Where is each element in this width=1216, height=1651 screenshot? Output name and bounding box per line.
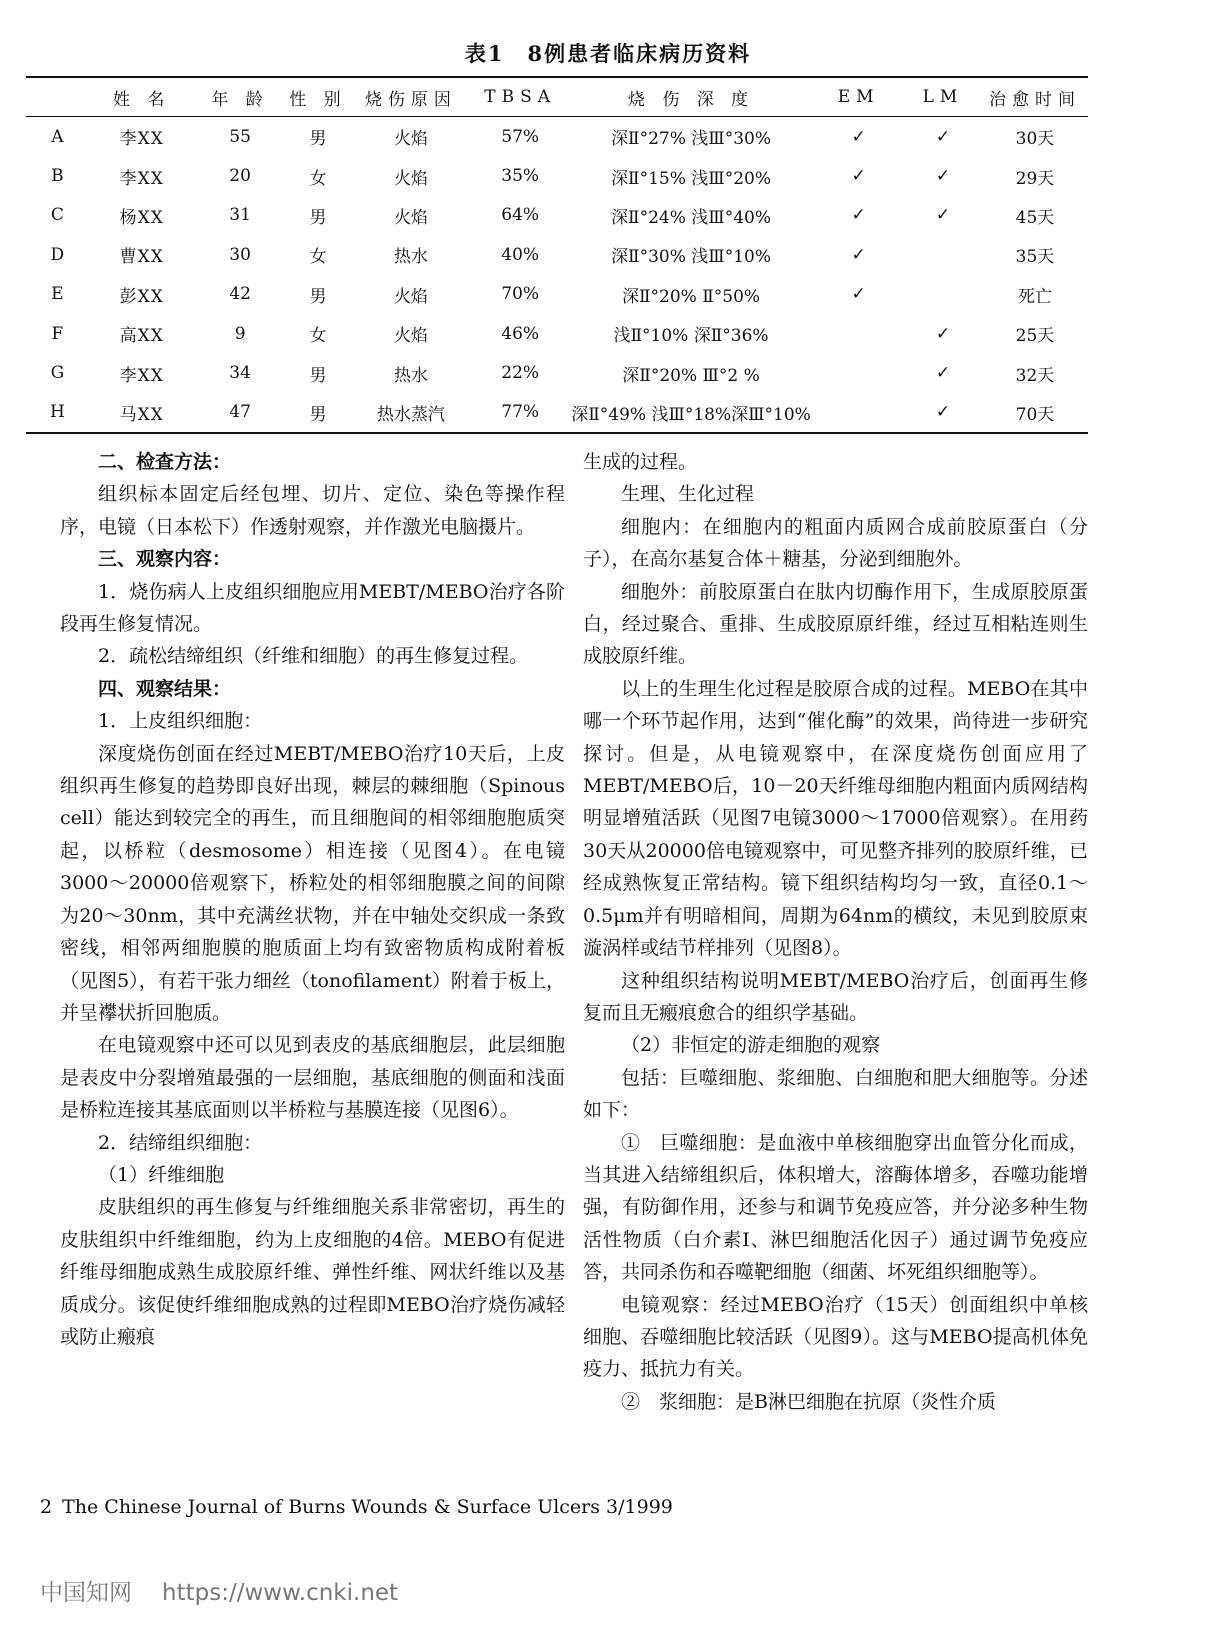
header-cell: EM bbox=[837, 87, 880, 107]
cell-depth: 深Ⅱ°20% Ⅱ°50% bbox=[621, 286, 761, 307]
table-row bbox=[26, 353, 1088, 392]
cell-cause: 热水 bbox=[393, 365, 428, 386]
header-cell: 烧 伤 深 度 bbox=[627, 89, 755, 110]
cell-lm bbox=[904, 235, 982, 274]
cell-lm: ✓ bbox=[935, 205, 951, 226]
cell-depth: 深Ⅱ°49% 浅Ⅲ°18%深Ⅲ°10% bbox=[571, 404, 811, 425]
cell-age: 31 bbox=[229, 205, 251, 226]
cell-id: H bbox=[49, 402, 65, 423]
paragraph: ① 巨噬细胞：是血液中单核细胞穿出血管分化而成，当其进入结缔组织后，体积增大，溶酶体增多，吞噬功能增强，有防御作用，还参与和调节免疫应答，并分泌多种生物活性物质（白介素Ⅰ、淋巴细胞活化因子）通过调节免疫应答，共同杀伤和吞噬靶细胞（细菌、坏死组织细胞等）。 bbox=[583, 1131, 1088, 1284]
cell-age: 55 bbox=[229, 126, 251, 147]
paragraph: 2．结缔组织细胞： bbox=[98, 1131, 263, 1154]
cell-time: 30天 bbox=[1015, 129, 1055, 150]
cell-cause: 火焰 bbox=[393, 326, 428, 347]
journal-name: The Chinese Journal of Burns Wounds & Surface Ulcers 3/1999 bbox=[62, 1496, 673, 1518]
cell-time: 45天 bbox=[1015, 207, 1055, 228]
cell-time: 29天 bbox=[1015, 168, 1055, 189]
table-row bbox=[26, 393, 1088, 433]
cell-age: 34 bbox=[229, 363, 251, 384]
header-cell: 烧伤原因 bbox=[364, 89, 457, 110]
header-cell: TBSA bbox=[484, 87, 557, 107]
paragraph: 细胞外：前胶原蛋白在肽内切酶作用下，生成原胶原蛋白，经过聚合、重排、生成胶原原纤维，经过互相粘连则生成胶原纤维。 bbox=[583, 580, 1088, 668]
cell-tbsa: 70% bbox=[501, 284, 540, 305]
cell-em: ✓ bbox=[851, 284, 866, 305]
cell-em bbox=[813, 353, 904, 392]
section-heading: 四、观察结果： bbox=[98, 677, 232, 700]
watermark-logo: 中国知网 bbox=[40, 1580, 132, 1606]
paragraph: 电镜观察：经过MEBO治疗（15天）创面组织中单核细胞、吞噬细胞比较活跃（见图9）。这与MEBO提高机体免疫力、抵抗力有关。 bbox=[583, 1293, 1088, 1381]
cell-lm: ✓ bbox=[935, 323, 951, 344]
header-cell bbox=[26, 77, 89, 117]
watermark-url: https://www.cnki.net bbox=[162, 1580, 399, 1606]
cell-depth: 深Ⅱ°20% Ⅲ°2 % bbox=[622, 365, 760, 386]
paragraph: 深度烧伤创面在经过MEBT/MEBO治疗10天后，上皮组织再生修复的趋势即良好出现，棘层的棘细胞（Spinous cell）能达到较完全的再生，而且细胞间的相邻细胞胞质突起，以桥粒（desmosome）相连接（见图4）。在电镜3000～20000倍观察下，桥粒处的相邻细胞膜之间的间隙为20～30nm，其中充满丝状物，并在中轴处交织成一条致密线，相邻两细胞膜的胞质面上均有致密物质构成附着板（见图5），有若干张力细丝（tonofilament）附着于板上，并呈襻状折回胞质。 bbox=[60, 742, 565, 1024]
cell-time: 70天 bbox=[1015, 404, 1055, 425]
cell-cause: 热水蒸汽 bbox=[376, 404, 445, 425]
cell-lm: ✓ bbox=[935, 126, 951, 147]
cell-tbsa: 22% bbox=[501, 363, 540, 384]
cell-cause: 火焰 bbox=[393, 129, 428, 150]
cell-name: 李XX bbox=[119, 168, 164, 189]
cell-depth: 深Ⅱ°24% 浅Ⅲ°40% bbox=[611, 207, 771, 228]
cell-lm bbox=[904, 275, 982, 314]
cell-depth: 浅Ⅱ°10% 深Ⅱ°36% bbox=[613, 326, 769, 347]
cell-tbsa: 57% bbox=[501, 126, 540, 147]
page-footer bbox=[40, 1496, 673, 1518]
header-cell: 性 别 bbox=[289, 89, 347, 110]
cell-em bbox=[813, 393, 904, 433]
table-header-row bbox=[26, 77, 1088, 117]
header-cell: 年 龄 bbox=[211, 89, 269, 110]
header-cell: 姓 名 bbox=[113, 89, 171, 110]
cell-time: 25天 bbox=[1015, 326, 1055, 347]
cell-id: C bbox=[50, 205, 64, 226]
cell-tbsa: 46% bbox=[501, 323, 540, 344]
cell-time: 死亡 bbox=[1017, 286, 1052, 307]
cell-em: ✓ bbox=[851, 205, 866, 226]
cell-sex: 女 bbox=[309, 168, 327, 189]
cell-name: 李XX bbox=[119, 365, 164, 386]
paragraph: 生理、生化过程 bbox=[621, 483, 755, 506]
cell-age: 20 bbox=[229, 166, 251, 187]
paragraph: 生成的过程。 bbox=[583, 451, 698, 473]
page-number: 2 bbox=[40, 1496, 53, 1518]
cell-age: 9 bbox=[234, 323, 246, 344]
header-cell: 治愈时间 bbox=[988, 89, 1081, 110]
cell-sex: 男 bbox=[309, 207, 327, 228]
cell-id: F bbox=[51, 323, 64, 344]
cell-id: D bbox=[50, 244, 65, 265]
cell-depth: 深Ⅱ°15% 浅Ⅲ°20% bbox=[611, 168, 771, 189]
cell-tbsa: 77% bbox=[501, 402, 540, 423]
cell-time: 35天 bbox=[1015, 247, 1055, 268]
section-heading: 二、检查方法： bbox=[98, 451, 232, 473]
paragraph: 包括：巨噬细胞、浆细胞、白细胞和肥大细胞等。分述如下： bbox=[583, 1066, 1088, 1122]
cell-age: 42 bbox=[229, 284, 251, 305]
cell-cause: 火焰 bbox=[393, 168, 428, 189]
cell-time: 32天 bbox=[1015, 365, 1055, 386]
cell-tbsa: 35% bbox=[501, 166, 540, 187]
paragraph: 这种组织结构说明MEBT/MEBO治疗后，创面再生修复而且无瘢痕愈合的组织学基础。 bbox=[583, 969, 1088, 1024]
cell-em: ✓ bbox=[851, 126, 866, 147]
table-row bbox=[26, 156, 1088, 195]
cell-age: 47 bbox=[229, 402, 251, 423]
section-heading: 三、观察内容： bbox=[98, 548, 232, 571]
table-body bbox=[26, 117, 1088, 434]
cell-tbsa: 40% bbox=[501, 244, 540, 265]
paragraph: 1．上皮组织细胞： bbox=[98, 710, 263, 733]
cell-name: 高XX bbox=[119, 326, 164, 347]
watermark bbox=[40, 1574, 398, 1607]
cell-id: B bbox=[51, 166, 64, 187]
cell-em: ✓ bbox=[851, 166, 866, 187]
cell-name: 李XX bbox=[119, 129, 164, 150]
table-row bbox=[26, 196, 1088, 235]
cell-cause: 火焰 bbox=[393, 286, 428, 307]
paragraph: 在电镜观察中还可以见到表皮的基底细胞层，此层细胞是表皮中分裂增殖最强的一层细胞，基底细胞的侧面和浅面是桥粒连接其基底面则以半桥粒与基膜连接（见图6）。 bbox=[60, 1034, 565, 1122]
table-caption: 表1 8例患者临床病历资料 bbox=[464, 41, 752, 66]
cell-sex: 女 bbox=[309, 326, 327, 347]
table-row bbox=[26, 235, 1088, 274]
cell-name: 杨XX bbox=[119, 207, 164, 228]
cell-id: A bbox=[51, 126, 64, 147]
cell-cause: 火焰 bbox=[393, 207, 428, 228]
patient-table bbox=[26, 76, 1088, 434]
cell-sex: 男 bbox=[309, 365, 327, 386]
paragraph: 细胞内：在细胞内的粗面内质网合成前胶原蛋白（分子），在高尔基复合体＋糖基，分泌到细胞外。 bbox=[583, 515, 1088, 571]
cell-id: G bbox=[50, 363, 65, 384]
cell-name: 马XX bbox=[119, 404, 164, 425]
cell-lm: ✓ bbox=[935, 402, 951, 423]
paragraph: 以上的生理生化过程是胶原合成的过程。MEBO在其中哪一个环节起作用，达到“催化酶”的效果，尚待进一步研究探讨。但是，从电镜观察中，在深度烧伤创面应用了MEBT/MEBO后，10－20天纤维母细胞内粗面内质网结构明显增殖活跃（见图7电镜3000～17000倍观察）。在用药30天从20000倍电镜观察中，可见整齐排列的胶原纤维，已经成熟恢复正常结构。镜下组织结构均匀一致，直径0.1～0.5μm并有明暗相间，周期为64nm的横纹，未见到胶原束漩涡样或结节样排列（见图8）。 bbox=[583, 677, 1088, 960]
paragraph: 组织标本固定后经包埋、切片、定位、染色等操作程序，电镜（日本松下）作透射观察，并作激光电脑摄片。 bbox=[60, 483, 565, 538]
cell-id: E bbox=[51, 284, 64, 305]
left-column bbox=[60, 446, 565, 1353]
cell-sex: 男 bbox=[309, 129, 327, 150]
table-row bbox=[26, 314, 1088, 353]
cell-lm: ✓ bbox=[935, 363, 951, 384]
cell-em: ✓ bbox=[851, 244, 866, 265]
cell-depth: 深Ⅱ°30% 浅Ⅲ°10% bbox=[611, 247, 771, 268]
table-row bbox=[26, 275, 1088, 314]
cell-tbsa: 64% bbox=[501, 205, 540, 226]
header-cell: LM bbox=[922, 87, 964, 107]
cell-sex: 女 bbox=[309, 247, 327, 268]
cell-age: 30 bbox=[229, 244, 251, 265]
cell-sex: 男 bbox=[309, 404, 327, 425]
cell-lm: ✓ bbox=[935, 166, 951, 187]
paragraph: 1．烧伤病人上皮组织细胞应用MEBT/MEBO治疗各阶段再生修复情况。 bbox=[60, 580, 565, 636]
cell-cause: 热水 bbox=[393, 247, 428, 268]
cell-name: 曹XX bbox=[119, 247, 164, 268]
paragraph: ② 浆细胞：是B淋巴细胞在抗原（炎性介质 bbox=[621, 1390, 996, 1413]
table-row bbox=[26, 117, 1088, 157]
cell-sex: 男 bbox=[309, 286, 327, 307]
cell-depth: 深Ⅱ°27% 浅Ⅲ°30% bbox=[611, 129, 771, 150]
paragraph: 2．疏松结缔组织（纤维和细胞）的再生修复过程。 bbox=[98, 645, 529, 668]
cell-em bbox=[813, 314, 904, 353]
cell-name: 彭XX bbox=[119, 286, 164, 307]
paragraph: （2）非恒定的游走细胞的观察 bbox=[621, 1034, 881, 1057]
paragraph: 皮肤组织的再生修复与纤维细胞关系非常密切，再生的皮肤组织中纤维细胞，约为上皮细胞的4倍。MEBO有促进纤维母细胞成熟生成胶原纤维、弹性纤维、网状纤维以及基质成分。该促使纤维细胞成熟的过程即MEBO治疗烧伤减轻或防止瘢痕 bbox=[60, 1196, 565, 1348]
right-column bbox=[583, 446, 1088, 1418]
paragraph: （1）纤维细胞 bbox=[98, 1163, 225, 1186]
